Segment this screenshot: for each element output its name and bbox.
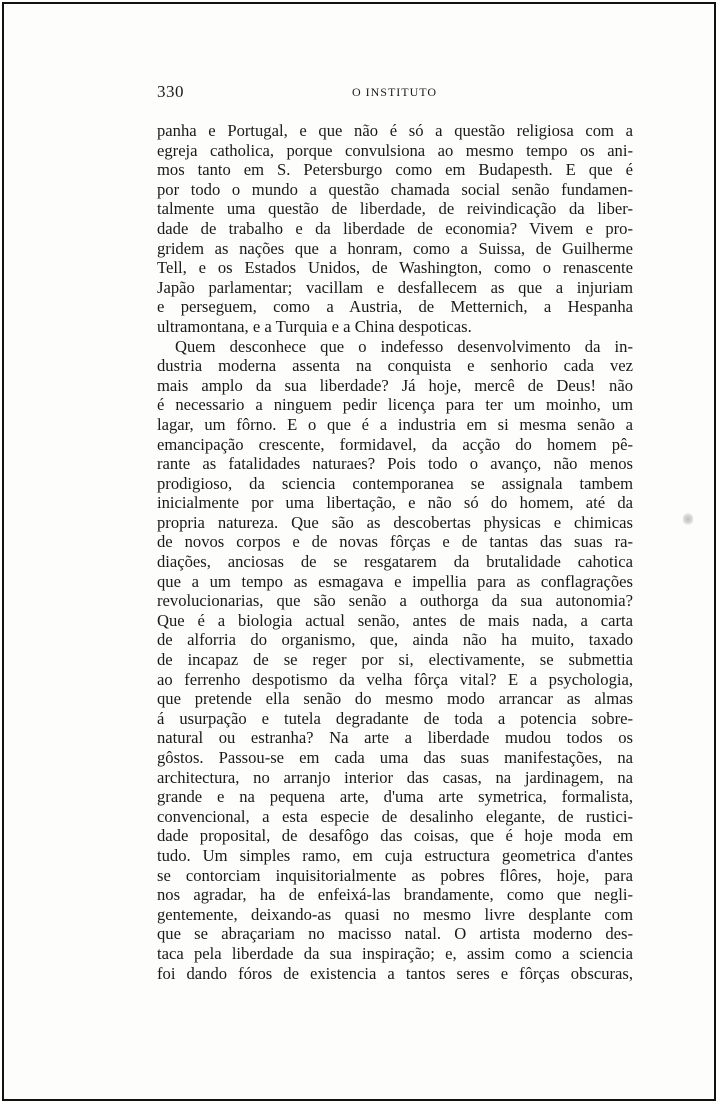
text-line: á usurpação e tutela degradante de toda a potencia sobre- bbox=[157, 708, 633, 728]
paragraph-start-line: Quem desconhece que o indefesso desenvolvimento da in- bbox=[175, 336, 633, 356]
text-line: dustria moderna assenta na conquista e senhorio cada vez bbox=[157, 356, 633, 376]
text-line: gentemente, deixando-as quasi no mesmo livre desplante com bbox=[157, 904, 633, 924]
text-line: revolucionarias, que são senão a outhorga da sua autonomia? bbox=[157, 591, 633, 611]
page-number: 330 bbox=[157, 82, 184, 101]
text-line: egreja catholica, porque convulsiona ao mesmo tempo os ani- bbox=[157, 140, 633, 160]
text-line: panha e Portugal, e que não é só a questão religiosa com a bbox=[157, 121, 633, 140]
text-line: taca pela liberdade da sua inspiração; e, assim como a sciencia bbox=[157, 943, 633, 963]
text-line: mais amplo da sua liberdade? Já hoje, mercê de Deus! não bbox=[157, 375, 633, 395]
text-line: propria natureza. Que são as descobertas physicas e chimicas bbox=[157, 512, 633, 532]
text-line: prodigioso, da sciencia contemporanea se assignala tambem bbox=[157, 473, 633, 493]
body-text bbox=[157, 121, 633, 983]
text-line: rante as fatalidades naturaes? Pois todo o avanço, não menos bbox=[157, 454, 633, 474]
text-line: foi dando fóros de existencia a tantos seres e fôrças obscuras, bbox=[157, 963, 633, 983]
text-line: de alforria do organismo, que, ainda não ha muito, taxado bbox=[157, 630, 633, 650]
text-line: Que é a biologia actual senão, antes de mais nada, a carta bbox=[157, 610, 633, 630]
text-line: convencional, a esta especie de desalinho elegante, de rustici- bbox=[157, 806, 633, 826]
text-line: de incapaz de se reger por si, electivamente, se submettia bbox=[157, 650, 633, 670]
text-line: ultramontana, e a Turquia e a China despoticas. bbox=[157, 316, 472, 336]
text-line: que se abraçariam no macisso natal. O artista moderno des- bbox=[157, 924, 633, 944]
text-line: Tell, e os Estados Unidos, de Washington, como o renascente bbox=[157, 258, 633, 278]
text-line: inicialmente por uma libertação, e não só do homem, até da bbox=[157, 493, 633, 513]
text-line: natural ou estranha? Na arte a liberdade mudou todos os bbox=[157, 728, 633, 748]
text-line: lagar, um fôrno. E o que é a industria em si mesma senão a bbox=[157, 414, 633, 434]
text-line: tudo. Um simples ramo, em cuja estructura geometrica d'antes bbox=[157, 845, 633, 865]
running-title: O INSTITUTO bbox=[351, 85, 438, 99]
text-line: gôstos. Passou-se em cada uma das suas manifestações, na bbox=[157, 748, 633, 767]
text-line: é necessario a ninguem pedir licença para ter um moinho, um bbox=[157, 395, 633, 415]
text-line: emancipação crescente, formidavel, da acção do homem pê- bbox=[157, 434, 633, 454]
text-line: nos agradar, ha de enfeixá-las brandamente, como que negli- bbox=[157, 885, 633, 905]
text-line: de novos corpos e de novas fôrças e de tantas das suas ra- bbox=[157, 532, 633, 552]
text-line: se contorciam inquisitorialmente as pobres flôres, hoje, para bbox=[157, 865, 633, 885]
text-line: dade de trabalho e da liberdade de economia? Vivem e pro- bbox=[157, 218, 633, 238]
text-line: que pretende ella senão do mesmo modo arrancar as almas bbox=[157, 689, 633, 709]
text-line: que a um tempo as esmagava e impellia para as conflagrações bbox=[157, 571, 633, 591]
text-line: talmente uma questão de liberdade, de reivindicação da liber- bbox=[157, 199, 633, 219]
text-line: architectura, no arranjo interior das casas, na jardinagem, na bbox=[157, 767, 633, 787]
text-line: e perseguem, como a Austria, de Metternich, a Hespanha bbox=[157, 297, 633, 317]
scan-speck bbox=[683, 512, 693, 526]
page-header bbox=[157, 82, 632, 104]
text-line: ao ferrenho despotismo da velha fôrça vital? E a psychologia, bbox=[157, 669, 633, 689]
text-line: gridem as nações que a honram, como a Suissa, de Guilherme bbox=[157, 238, 633, 258]
text-line: por todo o mundo a questão chamada social senão fundamen- bbox=[157, 179, 633, 199]
text-line: dade proposital, de desafôgo das coisas, que é hoje moda em bbox=[157, 826, 633, 846]
text-line: grande e na pequena arte, d'uma arte symetrica, formalista, bbox=[157, 787, 633, 807]
text-line: mos tanto em S. Petersburgo como em Budapesth. E que é bbox=[157, 160, 633, 180]
text-line: Japão parlamentar; vacillam e desfallecem as que a injuriam bbox=[157, 277, 633, 297]
text-line: diações, anciosas de se resgatarem da brutalidade cahotica bbox=[157, 552, 633, 572]
